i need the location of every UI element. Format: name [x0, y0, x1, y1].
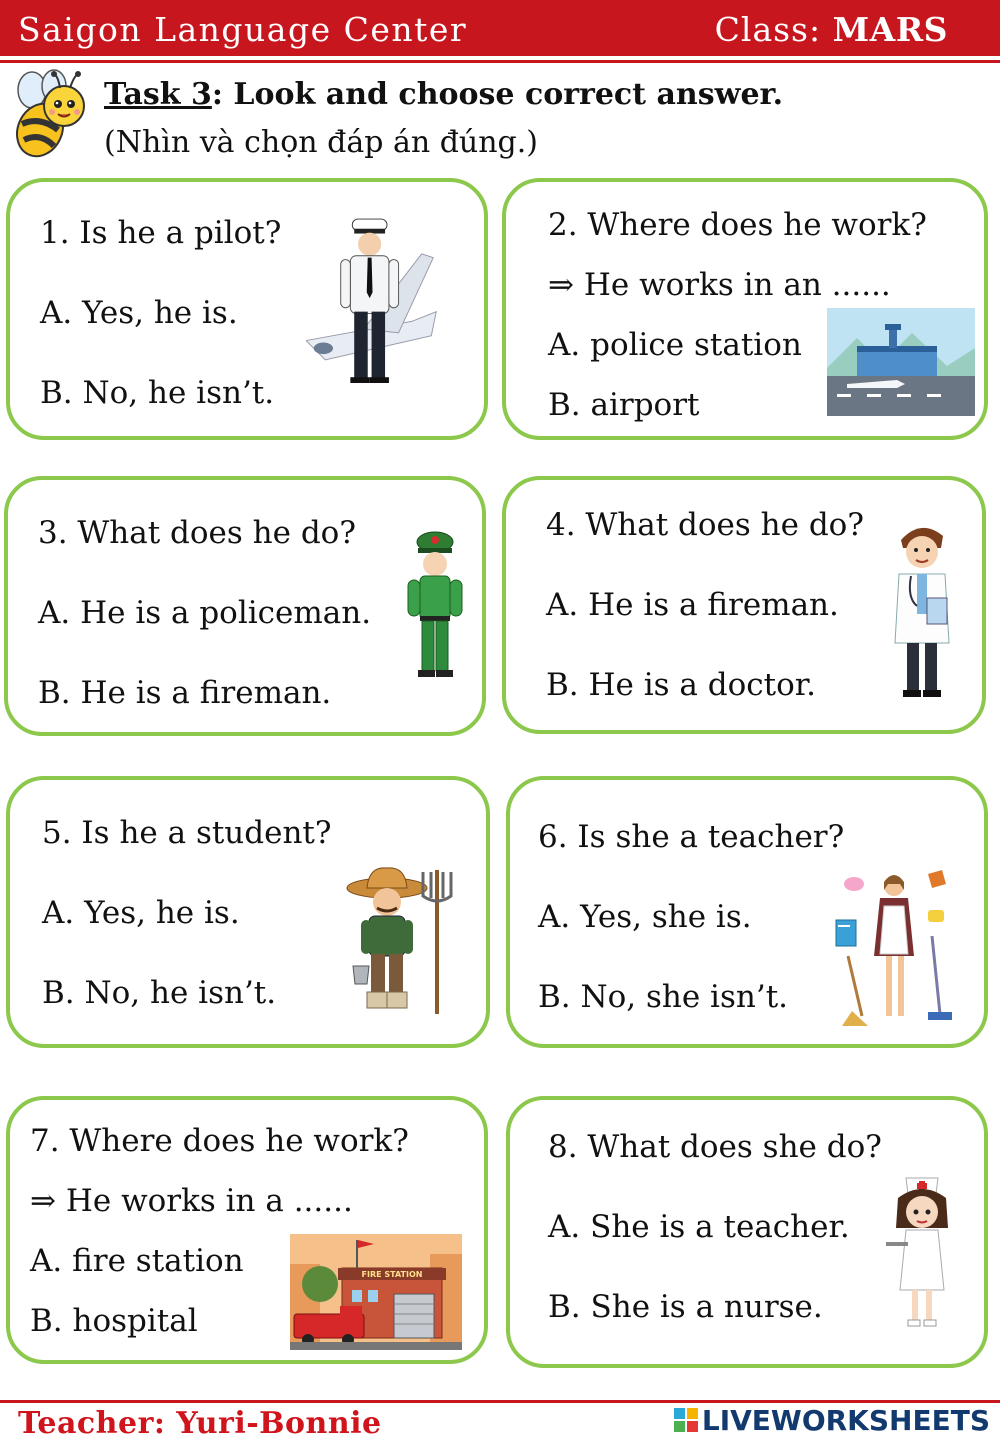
option-b[interactable]: B. hospital	[30, 1303, 198, 1339]
brand-text: LIVEWORKSHEETS	[701, 1403, 990, 1437]
option-a[interactable]: A. Yes, he is.	[40, 295, 238, 331]
task-title: Task 3: Look and choose correct answer.	[104, 77, 784, 112]
farmer-illustration	[336, 866, 462, 1016]
question-card-2	[502, 178, 988, 440]
option-a[interactable]: A. Yes, he is.	[42, 895, 240, 931]
question-card-5	[6, 776, 490, 1048]
task-subtitle: (Nhìn và chọn đáp án đúng.)	[104, 125, 539, 160]
fire-station-illustration	[290, 1234, 462, 1350]
nurse-illustration	[882, 1172, 962, 1332]
airport-illustration	[827, 308, 975, 416]
option-b[interactable]: B. He is a doctor.	[546, 667, 816, 703]
question-text: 1. Is he a pilot?	[40, 215, 282, 251]
question-text: 3. What does he do?	[38, 515, 356, 551]
option-b[interactable]: B. No, he isn’t.	[42, 975, 277, 1011]
option-b[interactable]: B. No, he isn’t.	[40, 375, 275, 411]
question-card-1	[6, 178, 488, 440]
fire-station-sign: FIRE STATION	[361, 1270, 423, 1279]
question-text: 4. What does he do?	[546, 507, 864, 543]
question-card-4	[502, 476, 986, 734]
option-b[interactable]: B. She is a nurse.	[548, 1289, 823, 1325]
liveworksheets-icon	[674, 1408, 698, 1432]
question-text: 5. Is he a student?	[42, 815, 332, 851]
teacher-name: Teacher: Yuri-Bonnie	[18, 1406, 382, 1441]
option-a[interactable]: A. He is a policeman.	[38, 595, 372, 631]
class-name: MARS	[832, 10, 948, 49]
question-text: 8. What does she do?	[548, 1129, 882, 1165]
question-card-6	[506, 776, 988, 1048]
policeman-illustration	[402, 528, 472, 683]
question-text: 7. Where does he work?	[30, 1123, 409, 1159]
option-a[interactable]: A. Yes, she is.	[538, 899, 752, 935]
answer-prompt: ⇒ He works in an ......	[548, 267, 891, 303]
answer-prompt: ⇒ He works in a ......	[30, 1183, 353, 1219]
question-card-3	[4, 476, 486, 736]
housemaid-illustration	[828, 866, 958, 1031]
option-a[interactable]: A. police station	[548, 327, 802, 363]
question-text: 6. Is she a teacher?	[538, 819, 845, 855]
doctor-illustration	[887, 518, 957, 703]
option-a[interactable]: A. She is a teacher.	[548, 1209, 850, 1245]
header-divider	[0, 60, 1000, 63]
center-name: Saigon Language Center	[18, 10, 468, 49]
header-bar	[0, 0, 1000, 56]
question-card-8	[506, 1096, 988, 1368]
option-b[interactable]: B. airport	[548, 387, 700, 423]
question-text: 2. Where does he work?	[548, 207, 927, 243]
option-b[interactable]: B. No, she isn’t.	[538, 979, 789, 1015]
question-card-7	[6, 1096, 488, 1364]
option-b[interactable]: B. He is a fireman.	[38, 675, 332, 711]
bee-icon	[2, 68, 97, 163]
class-label: Class: MARS	[714, 10, 948, 49]
option-a[interactable]: A. He is a fireman.	[546, 587, 839, 623]
liveworksheets-logo	[674, 1404, 990, 1436]
pilot-illustration	[306, 212, 441, 392]
option-a[interactable]: A. fire station	[30, 1243, 244, 1279]
